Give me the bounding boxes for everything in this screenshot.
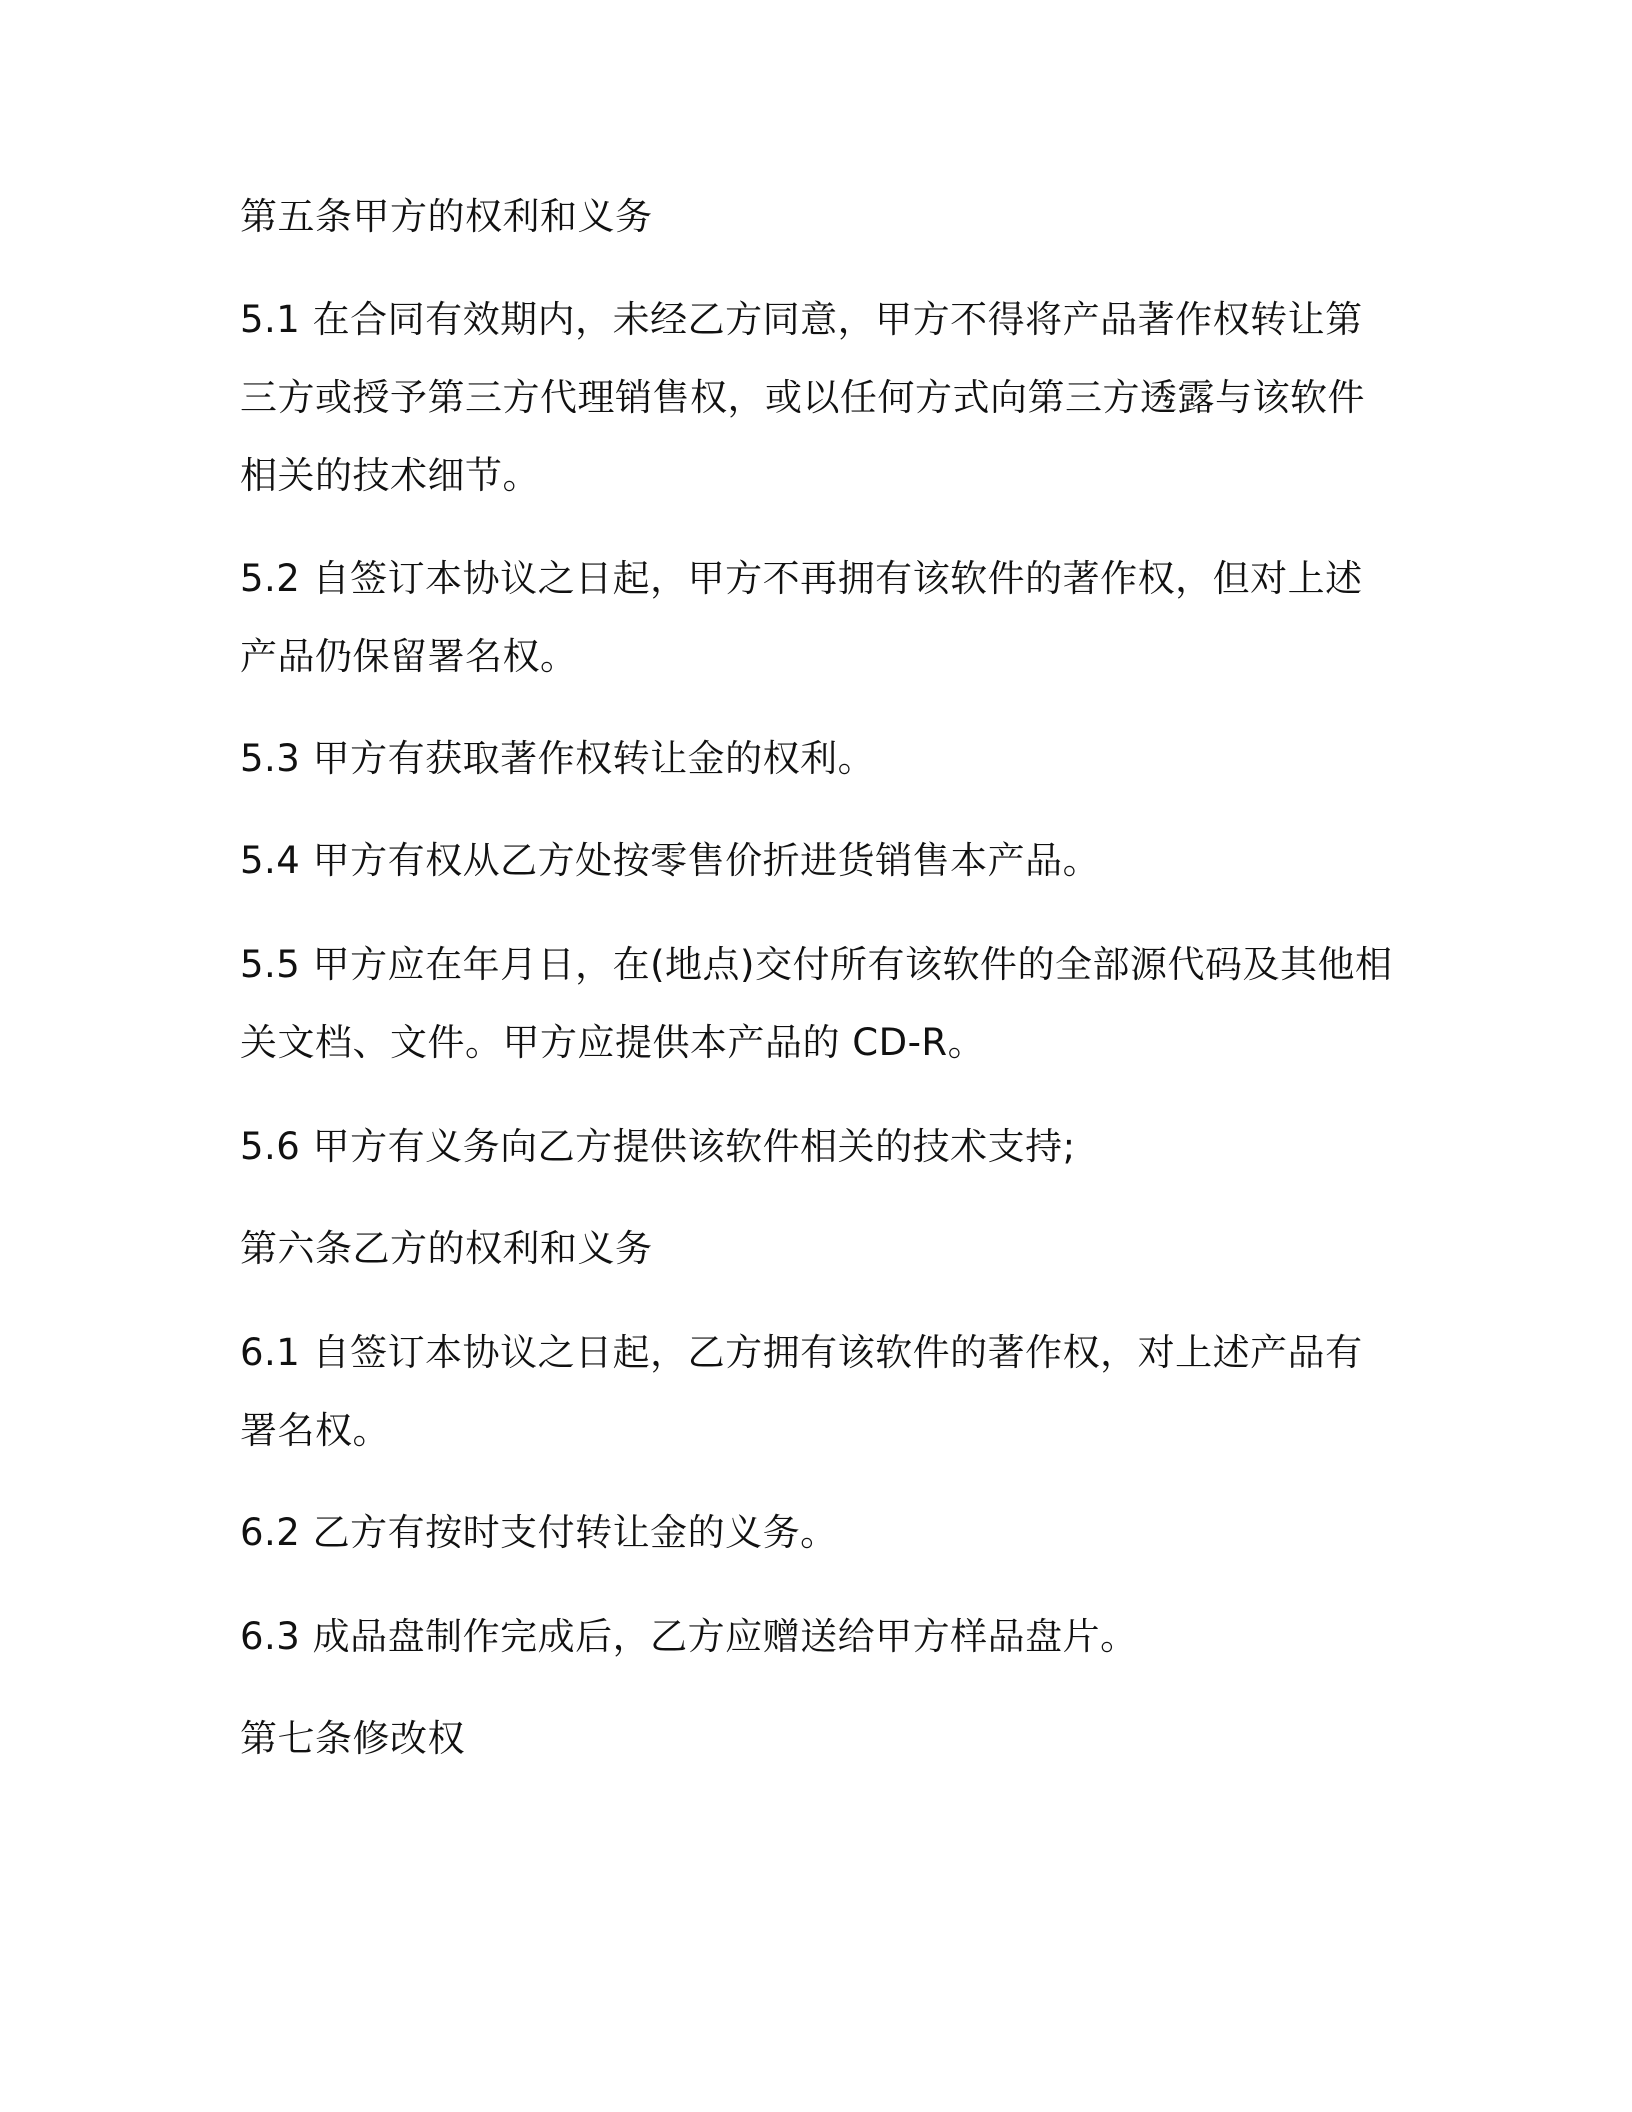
clause-5-4: 5.4 甲方有权从乙方处按零售价折进货销售本产品。 — [240, 839, 1101, 882]
clause-5-1: 5.1 在合同有效期内，未经乙方同意，甲方不得将产品著作权转让第三方或授予第三方代理销售权，或以任何方式向第三方透露与该软件相关的技术细节。 — [240, 298, 1365, 497]
article-5-heading: 第五条甲方的权利和义务 — [240, 195, 653, 238]
article-7-heading: 第七条修改权 — [240, 1717, 465, 1760]
clause-6-3: 6.3 成品盘制作完成后，乙方应赠送给甲方样品盘片。 — [240, 1615, 1138, 1658]
clause-5-6: 5.6 甲方有义务向乙方提供该软件相关的技术支持; — [240, 1125, 1076, 1168]
article-6-heading: 第六条乙方的权利和义务 — [240, 1227, 653, 1270]
document-page — [240, 0, 1400, 2112]
clause-5-3: 5.3 甲方有获取著作权转让金的权利。 — [240, 737, 876, 780]
clause-6-2: 6.2 乙方有按时支付转让金的义务。 — [240, 1511, 838, 1554]
clause-5-2: 5.2 自签订本协议之日起，甲方不再拥有该软件的著作权，但对上述产品仍保留署名权。 — [240, 557, 1363, 678]
clause-5-5: 5.5 甲方应在年月日，在(地点)交付所有该软件的全部源代码及其他相关文档、文件。甲方应提供本产品的 CD-R。 — [240, 943, 1393, 1064]
clause-6-1: 6.1 自签订本协议之日起，乙方拥有该软件的著作权，对上述产品有署名权。 — [240, 1331, 1363, 1452]
